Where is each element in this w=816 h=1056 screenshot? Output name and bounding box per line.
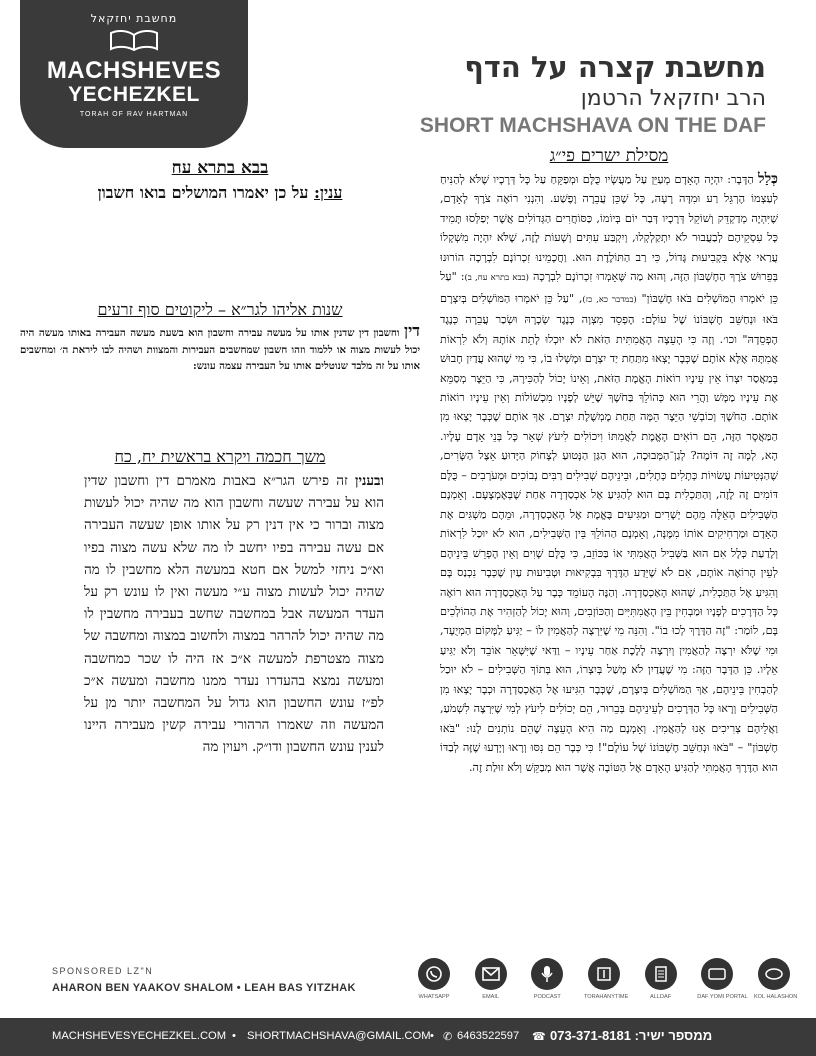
footer-bar xyxy=(0,1018,816,1056)
website-link[interactable]: MACHSHEVESYECHEZKEL.COM xyxy=(52,1030,227,1042)
dafyomi-portal-link[interactable] xyxy=(697,958,748,1010)
podcast-icon xyxy=(531,958,563,990)
daf-title: בבא בתרא עח xyxy=(171,158,269,178)
source2-body xyxy=(84,470,384,759)
whatsapp-label: WHATSAPP xyxy=(418,994,450,1000)
logo-line1: MACHSHEVES xyxy=(46,57,222,84)
source2-text: זה פירש הגר״א באבות מאמרם דין וחשבון שדין הוא על עבירה שעשה וחשבון הוא מה שהיה יכול לעשות מצוה וברור כי אין דנין רק על אותו אופן שעשה העבירה אם עשה עבירה בפיו יחשב לו מה שלא עשה מצוה בפיו וא״כ ניחזי למשל אם חטא במעשה הלא מחשבין לו מה שהיה יכול לעשות מצוה ע״י מעשה ואין לו עונש רק על העדר המעשה אבל במחשבה שחשב בעבירה מחשבין לו מה שהיה יכול להרהר במצוה ולחשוב במצוה ומחשבה של מצוה מצטרפת למעשה א״כ אז היה לו שכר כמחשבה ומעשה נמצא בהעדרו נעדר ממנו מחשבה ומעשה א״כ לפ״ז עונש החשבון הוא גדול על המחשבה יותר מן על המעשה וזה שאמרו הרהורי עבירה קשין מעבירה היינו לענין עונש החשבון ודו״ק. ויעוין מה xyxy=(84,473,384,756)
platform-icons xyxy=(414,958,798,1010)
alldaf-label: ALLDAF xyxy=(650,994,672,1000)
english-title: SHORT MACHSHAVA ON THE DAF xyxy=(419,114,766,137)
email-icon xyxy=(475,958,507,990)
phone-number[interactable]: 073-371-8181 xyxy=(550,1028,631,1043)
source1-text: וחשבון דין שדנין אותו על מעשה עבירה וחשבון הוא בשעת מעשה העבירה באותו מעשה היה יכול לעשות מצוה או ללמוד וזהו חשבון שמחשבים העבירות והמצוות ושהיה לבו ליראת ה׳ ומחשבים אותו על זה מלבד שנוטלים אותו על העבירה עצמה עונש: xyxy=(20,327,420,372)
email-link-footer[interactable]: SHORTMACHSHAVA@GMAIL.COM xyxy=(247,1030,431,1042)
mesilas-source-2: (במדבר כא, כז) xyxy=(582,294,637,305)
logo-badge xyxy=(20,0,248,148)
dafyomi-portal-icon xyxy=(701,958,733,990)
author-name: הרב יחזקאל הרטמן xyxy=(580,86,766,111)
hebrew-title: מחשבת קצרה על הדף xyxy=(464,50,766,84)
topic-label: ענין: xyxy=(313,183,343,202)
podcast-link[interactable] xyxy=(527,958,567,1010)
kol-halashon-label: KOL HALASHON xyxy=(753,994,798,1000)
logo-tagline: TORAH OF RAV HARTMAN xyxy=(79,111,189,118)
source2-title: משך חכמה ויקרא בראשית יח, כח xyxy=(114,447,326,466)
logo-line2: YECHEZKEL xyxy=(68,83,200,106)
torahanytime-icon xyxy=(588,958,620,990)
mesilas-title: מסילת ישרים פי״ג xyxy=(549,146,669,166)
alldaf-icon xyxy=(645,958,677,990)
footer-separator: • xyxy=(232,1030,236,1042)
source2-lead: ובענין xyxy=(355,473,384,489)
source1-lead: דין xyxy=(404,321,420,340)
whatsapp-link[interactable] xyxy=(414,958,454,1010)
phone-line xyxy=(550,1028,712,1043)
phone-label: ממספר ישיר: xyxy=(634,1028,713,1043)
whatsapp-small-icon: ✆ xyxy=(443,1031,453,1043)
whatsapp-icon xyxy=(418,958,450,990)
mesilas-text-1: הַדָּבָר: יִהְיֶה הָאָדָם מְעַיֵּן עַל מַעֲשָׂיו כֻּלָּם וּמְפַקֵּחַ עַל כָּל דְּרָכָיו שֶׁלֹּא לְהַנִּיחַ לְעַצְמוֹ הֶרְגֵּל רַע וּמִדָּה רָעָה, כָּל שֶׁכֵּן עֲבֵרָה וָפֶשַׁע. וְהִנְנִי רוֹאֶה צֹרֶךְ לָאָדָם, שֶׁיִּהְיֶה מְדַקְדֵּק וְשׁוֹקֵל דְּרָכָיו דְּבַר יוֹם בְּיוֹמוֹ, כַּסּוֹחֲרִים הַגְּדוֹלִים אֲשֶׁר יְפַלְּסוּ תָּמִיד כָּל עִסְקֵיהֶם לְבַעֲבוּר לֹא יִתְקַלְקְלוּ, וְיִקְבַּע עִתִּים וְשָׁעוֹת לָזֶה, שֶׁלֹּא יִהְיֶה מִשְׁקָלוֹ עֲרַאי אֶלָּא בִּקְבִיעוּת גָּדוֹל, כִּי רַב הַתּוֹלֶדֶת הוּא. וַחֲכָמֵינוּ זִכְרוֹנָם לִבְרָכָה הוֹרוּנוּ בְּפֵרוּשׁ צֹרֶךְ הַחֶשְׁבּוֹן הַזֶּה, וְהוּא מַה שֶּׁאָמְרוּ זִכְרוֹנָם לִבְרָכָה xyxy=(440,173,778,284)
whatsapp-number[interactable]: 6463522597 xyxy=(457,1030,520,1042)
source1-title: שנות אליהו לגר״א – ליקוטים סוף זרעים xyxy=(97,300,343,319)
sponsor-names: AHARON BEN YAAKOV SHALOM • LEAH BAS YITZHAK xyxy=(52,982,356,994)
source1-body xyxy=(20,323,420,375)
mesilas-source-1: (בבא בתרא עח, ב) xyxy=(464,273,529,284)
podcast-label: PODCAST xyxy=(533,994,561,1000)
kol-halashon-icon xyxy=(758,958,790,990)
alldaf-link[interactable] xyxy=(641,958,681,1010)
mesilas-text-2: : "עַל כֵּן יֹאמְרוּ הַמּוֹשְׁלִים בֹּאוּ חֶשְׁבּוֹן" xyxy=(440,270,778,305)
logo-hebrew: מחשבת יחזקאל xyxy=(90,12,178,25)
email-link[interactable] xyxy=(471,958,511,1010)
torahanytime-label: TORAHANYTIME xyxy=(583,994,629,1000)
torahanytime-link[interactable] xyxy=(583,958,629,1010)
email-label: EMAIL xyxy=(482,994,500,1000)
open-book-icon xyxy=(109,29,159,51)
dafyomi-portal-label: DAF YOMI PORTAL xyxy=(697,994,748,1000)
mesilas-lead: כְּלַל xyxy=(758,171,778,187)
sponsor-label: SPONSORED LZ"N xyxy=(52,966,154,976)
phone-icon: ☎ xyxy=(532,1031,546,1043)
footer-separator: • xyxy=(430,1030,434,1042)
mesilas-body xyxy=(440,170,778,938)
kol-halashon-link[interactable] xyxy=(753,958,798,1010)
topic-text: על כן יאמרו המושלים בואו חשבון xyxy=(97,183,309,202)
topic-line xyxy=(20,183,420,203)
mesilas-text-3: , "עַל כֵּן יֹאמְרוּ הַמּוֹשְׁלִים בְּיִצְרָם בֹּאוּ וּנְחַשֵּׁב חֶשְׁבּוֹנוֹ שֶׁל עוֹלָם: הֶפְסֵד מִצְוָה כְּנֶגֶד שְׂכָרָהּ וּשְׂכַר עֲבֵרָה כְּנֶגֶד הֶפְסֵדָהּ" וכו׳. וְזֶה כִּי הָעֵצָה הָאֲמִתִּית הַזֹּאת לֹא יוּכְלוּ לָתֵת אוֹתָהּ וְלֹא לִרְאוֹת אֲמִתָּהּ אֶלָּא אוֹתָם שֶׁכְּבָר יָצְאוּ מִתַּחַת יַד יִצְרָם וּמָשְׁלוּ בוֹ, כִּי מִי שֶׁהוּא עֲדַיִן חָבוּשׁ בְּמַאֲסַר יִצְרוֹ אֵין עֵינָיו רוֹאוֹת הָאֱמֶת הַזֹּאת, וְאֵינוֹ יָכוֹל לְהַכִּירָהּ, כִּי הַיֵּצֶר מְסַמֵּא אֶת עֵינָיו מַמָּשׁ וַהֲרֵי הוּא כְּהוֹלֵךְ בַּחֹשֶׁךְ שֶׁיֵּשׁ לְפָנָיו מִכְשׁוֹלוֹת וְאֵין עֵינָיו רוֹאוֹת אוֹתָם. הַחֹשֶׁךְ וְכוֹבְשֵׁי הַיֵּצֶר הֵמָּה תַּחַת מֶמְשֶׁלֶת יִצְרָם. אַךְ אוֹתָם שֶׁכְּבָר יָצְאוּ מִן הַמַּאֲסָר הַזֶּה, הֵם רוֹאִים הָאֱמֶת לַאֲמִתּוֹ וִיכוֹלִים לִיעֹץ שְׁאָר כָּל בְּנֵי אָדָם עָלָיו. הָא, לְמָה זֶה דּוֹמֶה? לְגַן־הַמְּבוּכָה, הוּא הַגַּן הַנָּטוּעַ לְצָחוֹק הַיָּדוּעַ אֵצֶל הַשָּׂרִים, שֶׁהַנְּטִיעוֹת עֲשׂוּיוֹת כְּתָלִים כְּתָלִים, וּבֵינֵיהֶם שְׁבִילִים רַבִּים נְבוֹכִים וּמְעֹרָבִים – כֻּלָּם דּוֹמִים זֶה לָזֶה, וְהַתַּכְלִית בָּם הוּא לְהַגִּיעַ אֶל אַכְסַדְרָה אַחַת שֶׁבְּאֶמְצָעָם. וְאָמְנָם הַשְּׁבִילִים הָאֵלֶּה מֵהֶם יְשָׁרִים וּמַגִּיעִים בֶּאֱמֶת אֶל הָאַכְסַדְרָה, וּמֵהֶם מַשְׁגִּים אֶת הָאָדָם וּמַרְחִיקִים אוֹתוֹ מִמֶּנָּה, וְאָמְנָם הַהוֹלֵךְ בֵּין הַשְּׁבִילִים, הוּא לֹא יוּכַל לִרְאוֹת וְלָדַעַת כְּלָל אִם הוּא בַּשְּׁבִיל הָאֲמִתִּי אוֹ בַּכּוֹזֵב, כִּי כֻּלָּם שָׁוִים וְאֵין הֶפְרֵשׁ בֵּינֵיהֶם לְעֵין הָרוֹאֶה אוֹתָם, אִם לֹא שֶׁיֵּדַע הַדֶּרֶךְ בִּבְקִיאוּת וּטְבִיעוּת עַיִן שֶׁכְּבָר נִכְנַס בָּם וְהִגִּיעַ אֶל הַתַּכְלִית, שֶׁהוּא הָאַכְסַדְרָה. וְהַנֶּה הָעוֹמֵד כְּבָר עַל הָאַכְסַדְרָה הוּא רוֹאֶה כָּל הַדְּרָכִים לְפָנָיו וּמַבְחִין בֵּין הָאֲמִתִּיִּים וְהַכּוֹזְבִים, וְהוּא יָכוֹל לְהַזְהִיר אֶת הַהוֹלְכִים בָּם, לוֹמַר: "זֶה הַדֶּרֶךְ לְכוּ בוֹ". וְהִנֵּה מִי שֶׁיִּרְצֶה לְהַאֲמִין לוֹ – יַגִּיעַ לַמָּקוֹם הַמְיֻעָד, וּמִי שֶׁלֹּא יִרְצֶה לְהַאֲמִין וְיִרְצֶה לָלֶכֶת אַחַר עֵינָיו – וַדַּאי שֶׁיִּשָּׁאֵר אוֹבֵד וְלֹא יַגִּיעַ אֵלָיו. כֵּן הַדָּבָר הַזֶּה: מִי שֶׁעֲדַיִן לֹא מָשַׁל בְּיִצְרוֹ, הוּא בְּתוֹךְ הַשְּׁבִילִים – לֹא יוּכַל לְהַבְחִין בֵּינֵיהֶם, אַךְ הַמּוֹשְׁלִים בְּיִצְרָם, שֶׁכְּבָר הִגִּיעוּ אֶל הָאַכְסַדְרָה וּכְבָר יָצְאוּ מִן הַשְּׁבִילִים וְרָאוּ כָּל הַדְּרָכִים לְעֵינֵיהֶם בְּבֵרוּר, הֵם יְכוֹלִים לִיעֹץ לְמִי שֶׁיִּרְצֶה לִשְׁמֹעַ, וַאֲלֵיהֶם צְרִיכִים אָנוּ לְהַאֲמִין. וְאָמְנָם מַה הִיא הָעֵצָה שֶׁהֵם נוֹתְנִים לָנוּ: "בֹּאוּ חֶשְׁבּוֹן" – "בֹּאוּ וּנְחַשֵּׁב חֶשְׁבּוֹנוֹ שֶׁל עוֹלָם"! כִּי כְּבָר הֵם נִסּוּ וְרָאוּ וְיָדְעוּ שֶׁזֶּה לְבַדּוֹ הוּא הַדֶּרֶךְ הָאֲמִתִּי לְהַגִּיעַ הָאָדָם אֶל הַטּוֹבָה אֲשֶׁר הוּא מְבַקֵּשׁ וְלֹא זוּלַת זֶה. xyxy=(440,291,778,774)
